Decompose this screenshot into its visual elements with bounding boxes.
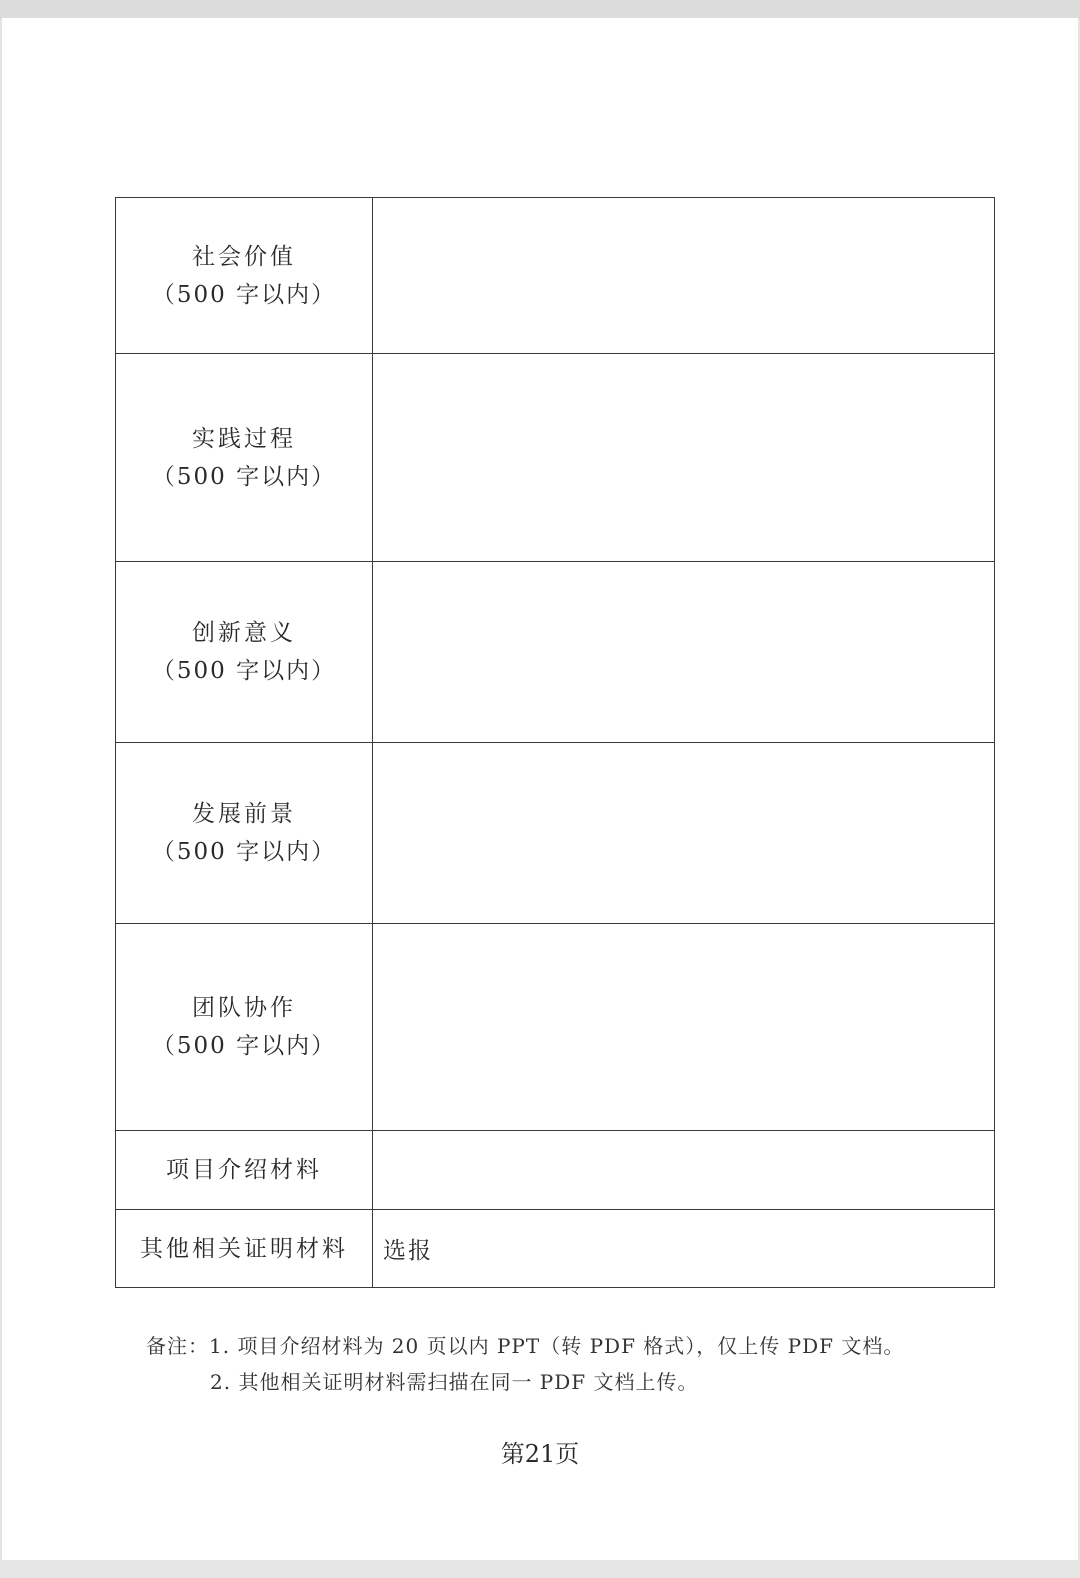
table-row (116, 743, 995, 924)
page-number: 第21页 (500, 1440, 580, 1468)
table-row (116, 562, 995, 743)
row-limit-note: （500 字以内） (151, 281, 337, 308)
top-edge (0, 0, 1080, 20)
row-label-innovation (116, 562, 373, 743)
row-title: 团队协作 (192, 995, 296, 1021)
intro-material-label: 项目介绍材料 (116, 1131, 373, 1210)
bottom-edge (0, 1560, 1080, 1578)
row-label-practice-process (116, 354, 373, 562)
prospects-field[interactable] (373, 743, 995, 924)
intro-material-field[interactable] (373, 1131, 995, 1210)
row-title: 实践过程 (192, 425, 296, 452)
row-title: 社会价值 (192, 243, 296, 270)
row-limit-note: （500 字以内） (151, 658, 337, 684)
remark-line-2: 2. 其他相关证明材料需扫描在同一 PDF 文档上传。 (210, 1370, 699, 1394)
table-row (116, 1131, 995, 1210)
row-limit-note: （500 字以内） (151, 839, 337, 865)
row-limit-note: （500 字以内） (151, 463, 337, 490)
row-title: 创新意义 (192, 620, 296, 646)
application-form-table (115, 197, 995, 1288)
row-limit-note: （500 字以内） (151, 1033, 337, 1059)
remarks (146, 1328, 904, 1400)
row-title: 发展前景 (192, 801, 296, 827)
table-row (116, 1210, 995, 1288)
teamwork-field[interactable] (373, 924, 995, 1131)
row-label-prospects (116, 743, 373, 924)
other-material-field[interactable]: 选报 (373, 1210, 995, 1288)
table-row (116, 924, 995, 1131)
table-row (116, 354, 995, 562)
table-row (116, 198, 995, 354)
document-page (2, 18, 1078, 1560)
row-label-teamwork (116, 924, 373, 1131)
practice-process-field[interactable] (373, 354, 995, 562)
social-value-field[interactable] (373, 198, 995, 354)
row-label-social-value (116, 198, 373, 354)
remark-line-1: 备注：1. 项目介绍材料为 20 页以内 PPT（转 PDF 格式），仅上传 PDF 文档。 (146, 1334, 905, 1358)
other-material-label: 其他相关证明材料 (116, 1210, 373, 1288)
innovation-field[interactable] (373, 562, 995, 743)
